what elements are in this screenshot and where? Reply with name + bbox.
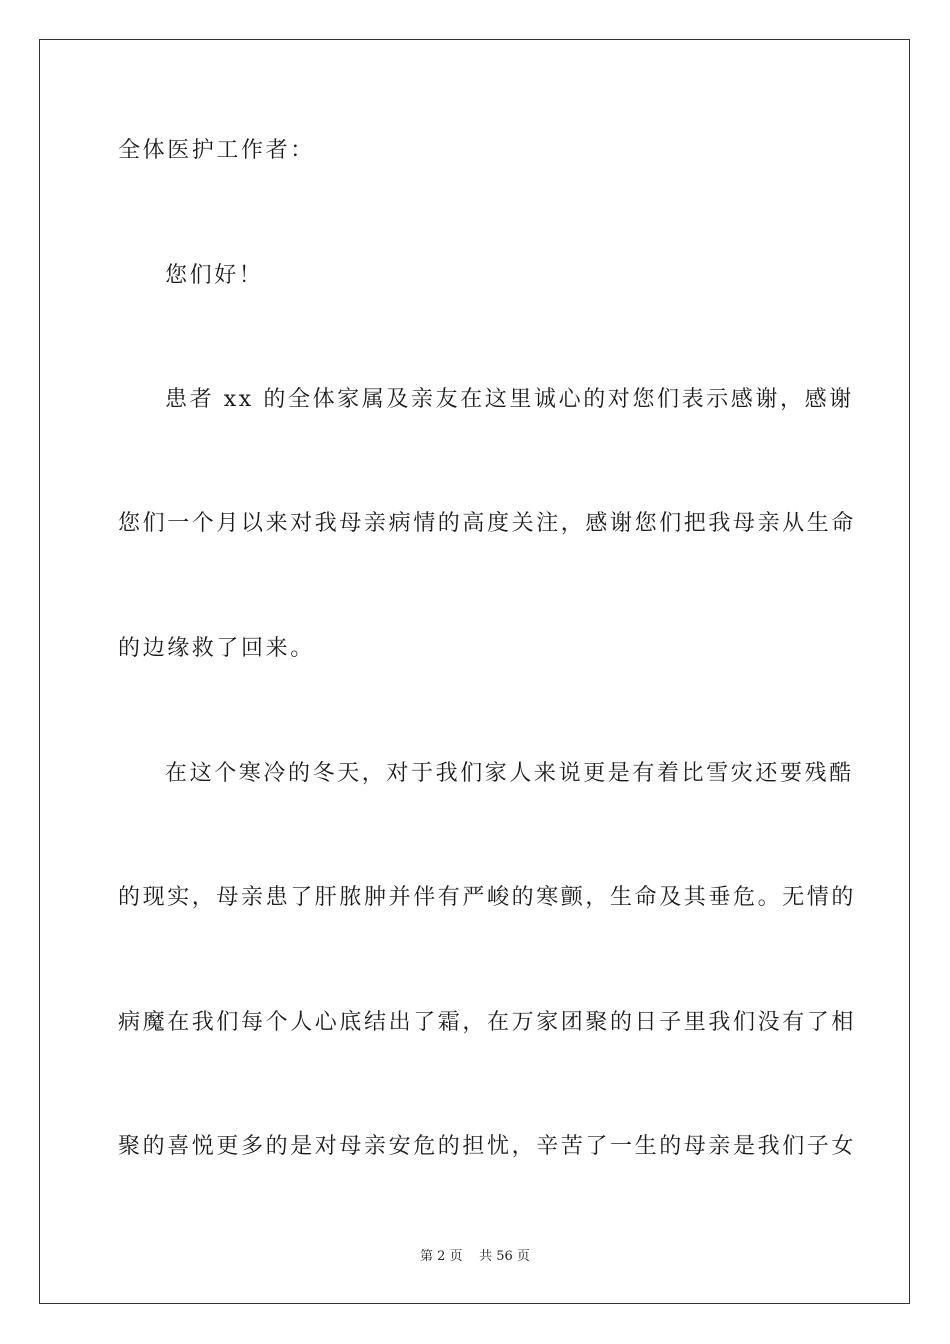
page-border [39,39,910,1304]
body-line: 在这个寒冷的冬天，对于我们家人来说更是有着比雪灾还要残酷 [165,761,854,786]
body-line: 您们一个月以来对我母亲病情的高度关注，感谢您们把我母亲从生命 [118,511,857,536]
page-number: 第 2 页 [420,1249,463,1264]
body-line: 患者 xx 的全体家属及亲友在这里诚心的对您们表示感谢，感谢 [165,387,854,412]
page-footer [0,1245,950,1264]
body-line: 病魔在我们每个人心底结出了霜，在万家团聚的日子里我们没有了相 [118,1010,857,1035]
body-line: 聚的喜悦更多的是对母亲安危的担忧，辛苦了一生的母亲是我们子女 [118,1134,857,1159]
greeting: 您们好！ [165,263,264,288]
body-line: 的现实，母亲患了肝脓肿并伴有严峻的寒颤，生命及其垂危。无情的 [118,885,857,910]
salutation: 全体医护工作者： [118,138,315,163]
body-line: 的边缘救了回来。 [118,636,315,661]
page-total: 共 56 页 [479,1249,530,1264]
